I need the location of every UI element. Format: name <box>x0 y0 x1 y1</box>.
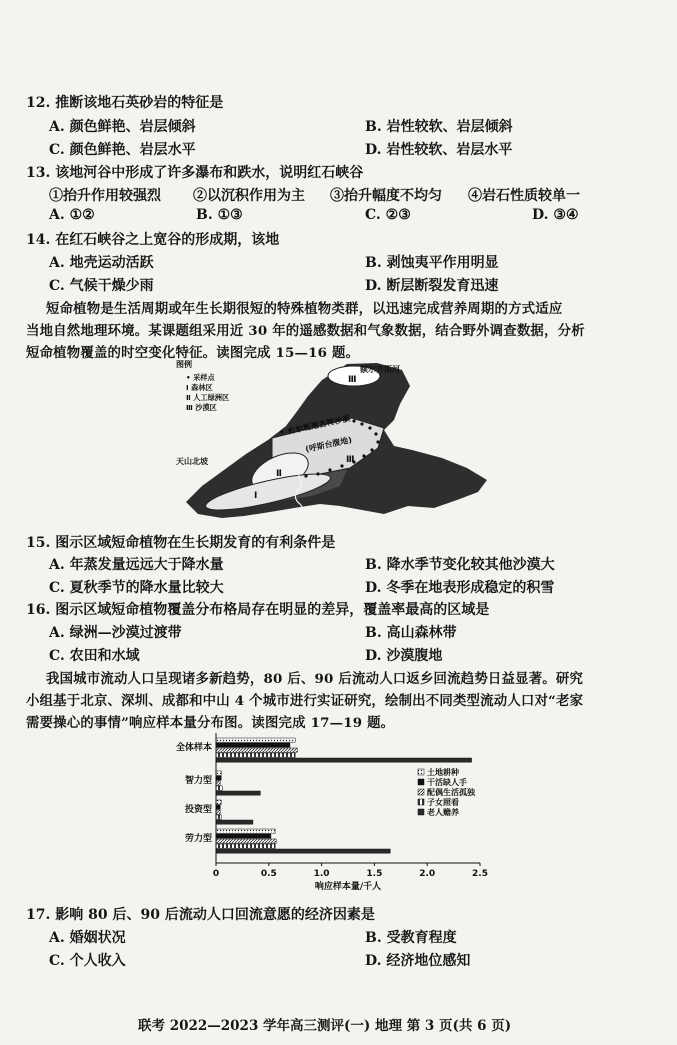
question-14-option-d: D. 断层断裂发育迅速 <box>365 278 499 294</box>
legend-label: 老人赡养 <box>427 808 459 817</box>
bar <box>216 805 220 809</box>
x-axis-title: 响应样本量/千人 <box>314 882 382 892</box>
question-14-option-b: B. 剥蚀夷平作用明显 <box>365 255 499 271</box>
legend-swatch <box>418 769 424 775</box>
legend-label: 干活缺人手 <box>427 778 467 787</box>
question-15-option-d: D. 冬季在地表形成稳定的积雪 <box>365 580 555 596</box>
question-12-option-b: B. 岩性较软、岩层倾斜 <box>365 119 513 135</box>
bar <box>216 849 390 853</box>
category-label: 智力型 <box>184 776 212 786</box>
legend-label: 子女照看 <box>427 798 459 807</box>
map-zone-3-upper-label: Ⅲ <box>348 375 357 385</box>
x-tick-label: 2.5 <box>472 869 488 879</box>
category-label: 投资型 <box>184 805 212 815</box>
map-label-river: 额尔齐斯河 <box>360 365 400 374</box>
question-15-option-b: B. 降水季节变化较其他沙漠大 <box>365 557 555 573</box>
study-area-map <box>172 358 494 526</box>
bar <box>216 781 220 785</box>
question-15-stem: 15. 图示区域短命植物在生长期发育的有利条件是 <box>26 535 336 551</box>
passage-1-line-3: 短命植物覆盖的时空变化特征。读图完成 15—16 题。 <box>26 345 360 361</box>
question-13-stem: 13. 该地河谷中形成了许多瀑布和跌水，说明红石峡谷 <box>26 165 364 181</box>
x-tick-label: 2.0 <box>419 869 436 879</box>
legend-label: 配偶生活孤独 <box>427 788 475 797</box>
map-label-left: 天山北坡 <box>176 457 208 466</box>
question-13-option-a: A. ①② <box>49 207 95 223</box>
question-16-option-a: A. 绿洲—沙漠过渡带 <box>49 625 182 641</box>
question-12-option-d: D. 岩性较软、岩层水平 <box>365 142 513 158</box>
passage-1-line-1: 短命植物是生活周期或年生长期很短的特殊植物类群，以迅速完成营养周期的方式适应 <box>46 301 563 317</box>
question-16-stem: 16. 图示区域短命植物覆盖分布格局存在明显的差异，覆盖率最高的区域是 <box>26 602 490 618</box>
category-label: 全体样本 <box>175 743 212 753</box>
passage-2-line-1: 我国城市流动人口呈现诸多新趋势，80 后、90 后流动人口返乡回流趋势日益显著。研究 <box>46 671 584 687</box>
bar <box>216 748 297 752</box>
question-12-stem: 12. 推断该地石英砂岩的特征是 <box>26 95 224 111</box>
map-label-desert: 古尔班通古特沙漠 <box>286 413 352 436</box>
legend-swatch <box>418 799 424 805</box>
question-13-option-d: D. ③④ <box>532 207 579 223</box>
bar <box>216 815 221 819</box>
bar <box>216 738 295 742</box>
question-12-option-a: A. 颜色鲜艳、岩层倾斜 <box>49 119 196 135</box>
question-13-statement-1: ①抬升作用较强烈 <box>49 188 161 204</box>
question-13-statement-3: ③抬升幅度不均匀 <box>330 188 442 204</box>
question-13-statement-4: ④岩石性质较单一 <box>468 188 580 204</box>
question-15-option-a: A. 年蒸发量远远大于降水量 <box>49 557 224 573</box>
map-zone-1-label: Ⅰ <box>254 491 258 501</box>
bar <box>216 758 472 762</box>
map-legend-item-sampling: • 采样点 <box>186 373 215 382</box>
question-12-option-c: C. 颜色鲜艳、岩层水平 <box>49 142 196 158</box>
question-17-option-b: B. 受教育程度 <box>365 930 457 946</box>
bar <box>216 839 276 843</box>
bar <box>216 834 271 838</box>
page-footer: 联考 2022—2023 学年高三测评(一) 地理 第 3 页(共 6 页) <box>138 1018 512 1034</box>
bar <box>216 786 222 790</box>
map-legend-title: 图例 <box>176 360 192 369</box>
legend-swatch <box>418 779 424 785</box>
bar <box>216 743 290 747</box>
bar <box>216 776 221 780</box>
question-17-option-a: A. 婚姻状况 <box>49 930 126 946</box>
legend-label: 土地耕种 <box>427 768 459 777</box>
question-14-stem: 14. 在红石峡谷之上宽谷的形成期，该地 <box>26 232 280 248</box>
map-zone-3-label: Ⅲ <box>346 455 355 465</box>
question-17-option-d: D. 经济地位感知 <box>365 953 471 969</box>
question-13-option-c: C. ②③ <box>365 207 411 223</box>
bar <box>216 771 221 775</box>
bar <box>216 820 253 824</box>
x-tick-label: 0 <box>212 869 220 879</box>
passage-2-line-2: 小组基于北京、深圳、成都和中山 4 个城市进行实证研究，绘制出不同类型流动人口对“老家 <box>26 693 584 709</box>
bar <box>216 844 275 848</box>
passage-2-line-3: 需要操心的事情”响应样本量分布图。读图完成 17—19 题。 <box>26 715 395 731</box>
x-tick-label: 1.5 <box>366 869 383 879</box>
map-zone-2-label: Ⅱ <box>276 469 282 479</box>
bar <box>216 800 221 804</box>
question-17-option-c: C. 个人收入 <box>49 953 126 969</box>
passage-1-line-2: 当地自然地理环境。某课题组采用近 30 年的遥感数据和气象数据，结合野外调查数据，分析 <box>26 323 585 339</box>
question-16-option-d: D. 沙漠腹地 <box>365 648 443 664</box>
category-label: 劳力型 <box>184 834 212 844</box>
legend-swatch <box>418 789 424 795</box>
bar <box>216 829 275 833</box>
x-tick-label: 1.0 <box>313 869 330 879</box>
map-label-desert-core: (呼斯台腹地) <box>304 435 353 454</box>
question-17-stem: 17. 影响 80 后、90 后流动人口回流意愿的经济因素是 <box>26 907 375 923</box>
question-16-option-b: B. 高山森林带 <box>365 625 457 641</box>
map-legend-item-forest: Ⅰ 森林区 <box>186 383 213 392</box>
legend-swatch <box>418 809 424 815</box>
question-15-option-c: C. 夏秋季节的降水量比较大 <box>49 580 224 596</box>
bar <box>216 810 220 814</box>
x-tick-label: 0.5 <box>260 869 277 879</box>
bar <box>216 753 295 757</box>
bar <box>216 791 260 795</box>
response-sample-bar-chart <box>162 733 502 893</box>
map-legend-item-desert: Ⅲ 沙漠区 <box>186 403 217 412</box>
question-16-option-c: C. 农田和水域 <box>49 648 140 664</box>
question-14-option-c: C. 气候干燥少雨 <box>49 278 154 294</box>
map-legend-item-oasis: Ⅱ 人工绿洲区 <box>186 393 230 402</box>
question-13-option-b: B. ①③ <box>196 207 243 223</box>
question-13-statement-2: ②以沉积作用为主 <box>193 188 305 204</box>
question-14-option-a: A. 地壳运动活跃 <box>49 255 154 271</box>
